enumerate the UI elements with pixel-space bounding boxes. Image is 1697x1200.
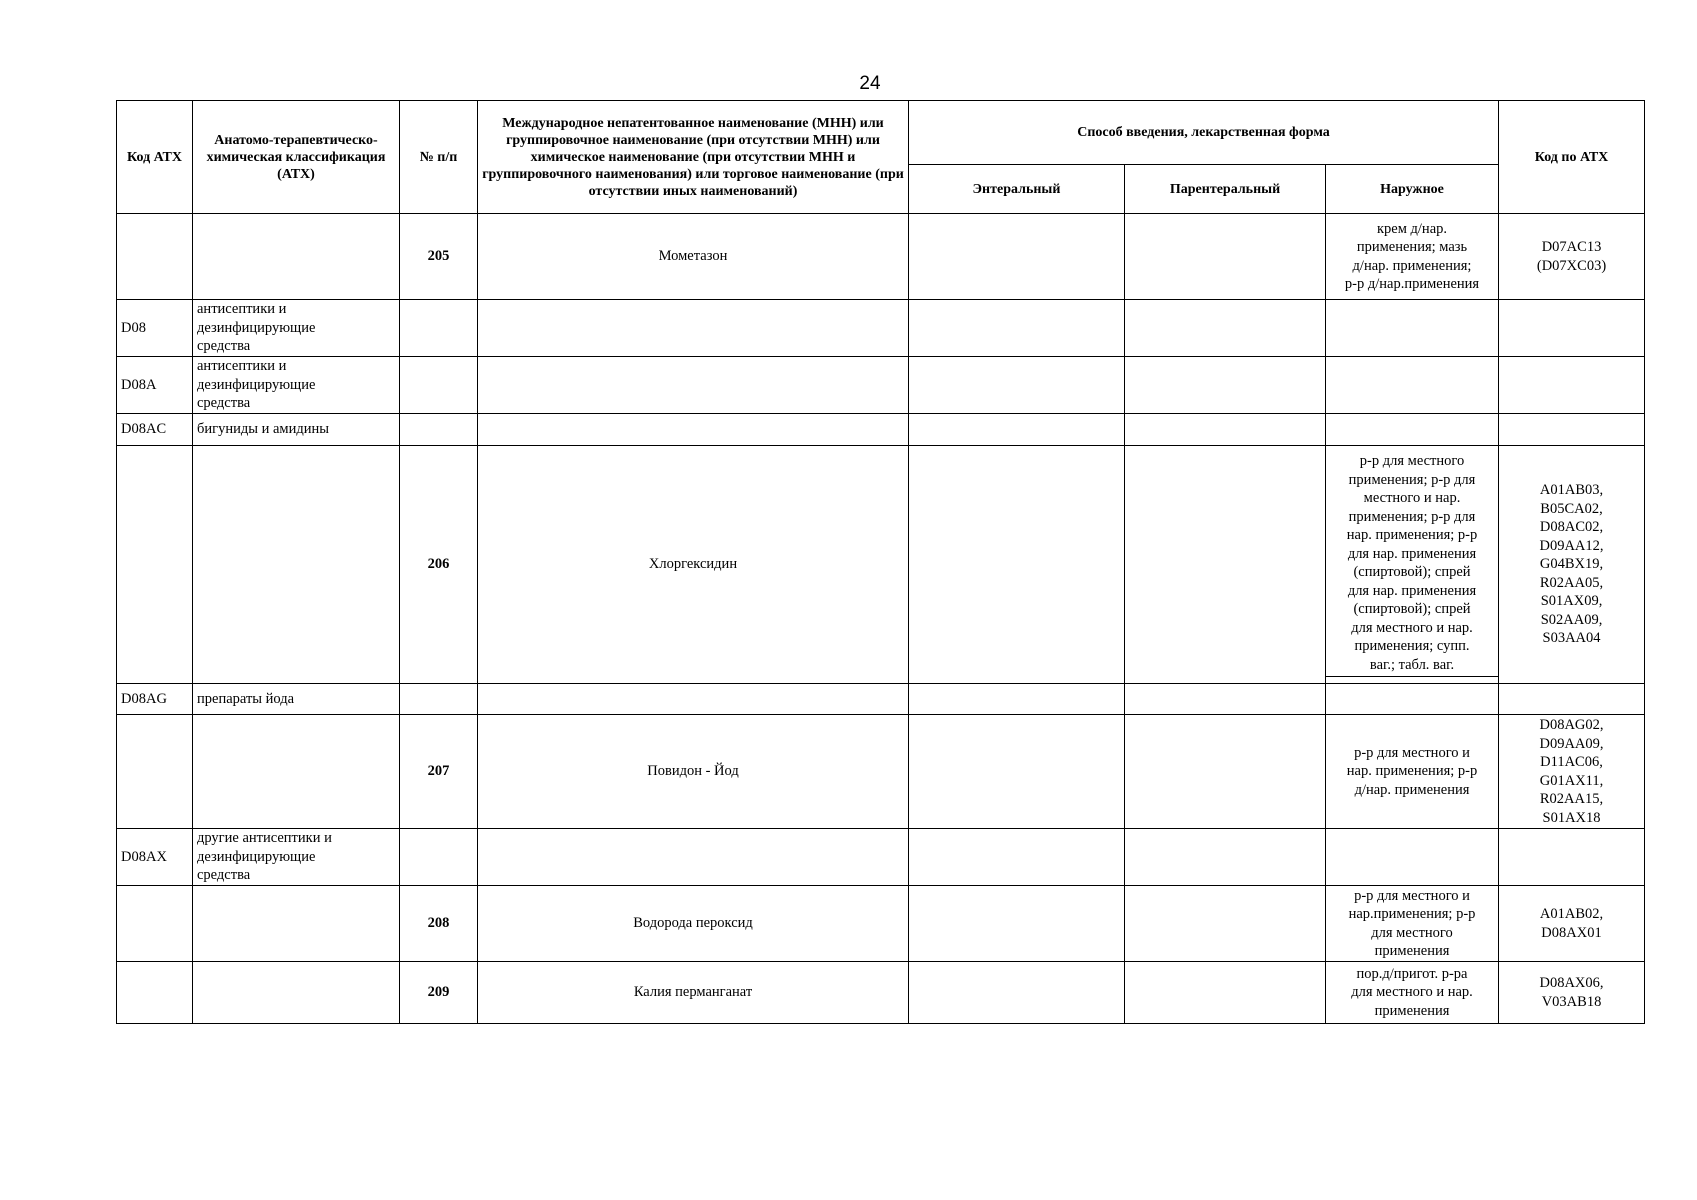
cell-external: р-р для местного и нар.применения; р-р для местного применения [1326,886,1499,962]
header-classification: Анатомо-терапевтическо-химическая классификация (АТХ) [193,101,400,214]
header-enteral: Энтеральный [909,165,1125,214]
table-row [117,886,1645,962]
cell-external [1326,684,1499,715]
cell-number: 208 [400,886,478,962]
header-number: № п/п [400,101,478,214]
cell-atc [1499,684,1645,715]
cell-number: 205 [400,214,478,300]
cell-enteral [909,684,1125,715]
cell-external [1326,446,1499,684]
cell-code: D08AX [117,829,193,886]
cell-parenteral [1125,446,1326,684]
cell-mnn: Мометазон [478,214,909,300]
cell-mnn [478,300,909,357]
cell-atc: D08AX06, V03AB18 [1499,962,1645,1024]
cell-number [400,684,478,715]
cell-code [117,962,193,1024]
cell-mnn: Водорода пероксид [478,886,909,962]
page-number: 24 [859,73,881,94]
cell-code [117,886,193,962]
header-route: Способ введения, лекарственная форма [909,101,1499,165]
cell-external: пор.д/пригот. р-ра для местного и нар. применения [1326,962,1499,1024]
cell-parenteral [1125,684,1326,715]
cell-mnn: Хлоргексидин [478,446,909,684]
cell-enteral [909,446,1125,684]
table-row [117,962,1645,1024]
cell-atc: A01AB02, D08AX01 [1499,886,1645,962]
cell-external [1326,300,1499,357]
table-row [117,214,1645,300]
cell-code [117,446,193,684]
cell-code: D08A [117,357,193,414]
table-row [117,715,1645,829]
cell-parenteral [1125,962,1326,1024]
cell-code [117,715,193,829]
cell-code: D08AC [117,414,193,446]
cell-external [1326,829,1499,886]
cell-enteral [909,715,1125,829]
cell-parenteral [1125,300,1326,357]
cell-mnn [478,414,909,446]
table-row [117,446,1645,684]
header-atc-code: Код по АТХ [1499,101,1645,214]
cell-external: р-р для местного и нар. применения; р-р д/нар. применения [1326,715,1499,829]
cell-mnn [478,684,909,715]
cell-atc: D08AG02, D09AA09, D11AC06, G01AX11, R02AA15, S01AX18 [1499,715,1645,829]
cell-number [400,829,478,886]
cell-name [193,886,400,962]
table-row [117,829,1645,886]
cell-number [400,300,478,357]
table-row [117,357,1645,414]
table-row [117,414,1645,446]
cell-parenteral [1125,414,1326,446]
cell-name [193,214,400,300]
cell-parenteral [1125,715,1326,829]
cell-enteral [909,357,1125,414]
cell-code: D08AG [117,684,193,715]
cell-atc [1499,357,1645,414]
cell-external: крем д/нар. применения; мазь д/нар. применения; р-р д/нар.применения [1326,214,1499,300]
cell-name [193,446,400,684]
cell-enteral [909,962,1125,1024]
table-row [117,684,1645,715]
header-mnn: Международное непатентованное наименование (МНН) или группировочное наименование (при отсутствии МНН) или химическое наименование (при отсутствии МНН и группировочного наименования) или торговое наименование (при отсутствии иных наименований) [478,101,909,214]
medication-table [116,100,1645,1024]
header-code: Код АТХ [117,101,193,214]
header-parenteral: Парентеральный [1125,165,1326,214]
cell-number [400,414,478,446]
cell-mnn [478,357,909,414]
cell-code: D08 [117,300,193,357]
cell-number: 206 [400,446,478,684]
cell-name: бигуниды и амидины [193,414,400,446]
cell-enteral [909,886,1125,962]
cell-parenteral [1125,829,1326,886]
cell-mnn: Повидон - Йод [478,715,909,829]
cell-atc: A01AB03, B05CA02, D08AC02, D09AA12, G04BX19, R02AA05, S01AX09, S02AA09, S03AA04 [1499,446,1645,684]
cell-parenteral [1125,357,1326,414]
cell-number [400,357,478,414]
cell-external-text: р-р для местного применения; р-р для местного и нар. применения; р-р для нар. применения; р-р для нар. применения (спиртовой); спрей для нар. применения (спиртовой); спрей для местного и нар. применения; супп. ваг.; табл. ваг. [1326,452,1498,677]
cell-parenteral [1125,214,1326,300]
cell-mnn [478,829,909,886]
cell-name [193,715,400,829]
cell-name: препараты йода [193,684,400,715]
cell-code [117,214,193,300]
cell-atc [1499,414,1645,446]
cell-name: антисептики и дезинфицирующие средства [193,357,400,414]
cell-number: 207 [400,715,478,829]
cell-external [1326,414,1499,446]
cell-mnn: Калия перманганат [478,962,909,1024]
cell-name [193,962,400,1024]
cell-external [1326,357,1499,414]
cell-atc [1499,829,1645,886]
cell-name: антисептики и дезинфицирующие средства [193,300,400,357]
header-external: Наружное [1326,165,1499,214]
cell-atc [1499,300,1645,357]
cell-enteral [909,414,1125,446]
cell-enteral [909,214,1125,300]
cell-atc: D07AC13 (D07XC03) [1499,214,1645,300]
cell-parenteral [1125,886,1326,962]
cell-number: 209 [400,962,478,1024]
cell-enteral [909,300,1125,357]
cell-name: другие антисептики и дезинфицирующие средства [193,829,400,886]
cell-enteral [909,829,1125,886]
table-row [117,300,1645,357]
